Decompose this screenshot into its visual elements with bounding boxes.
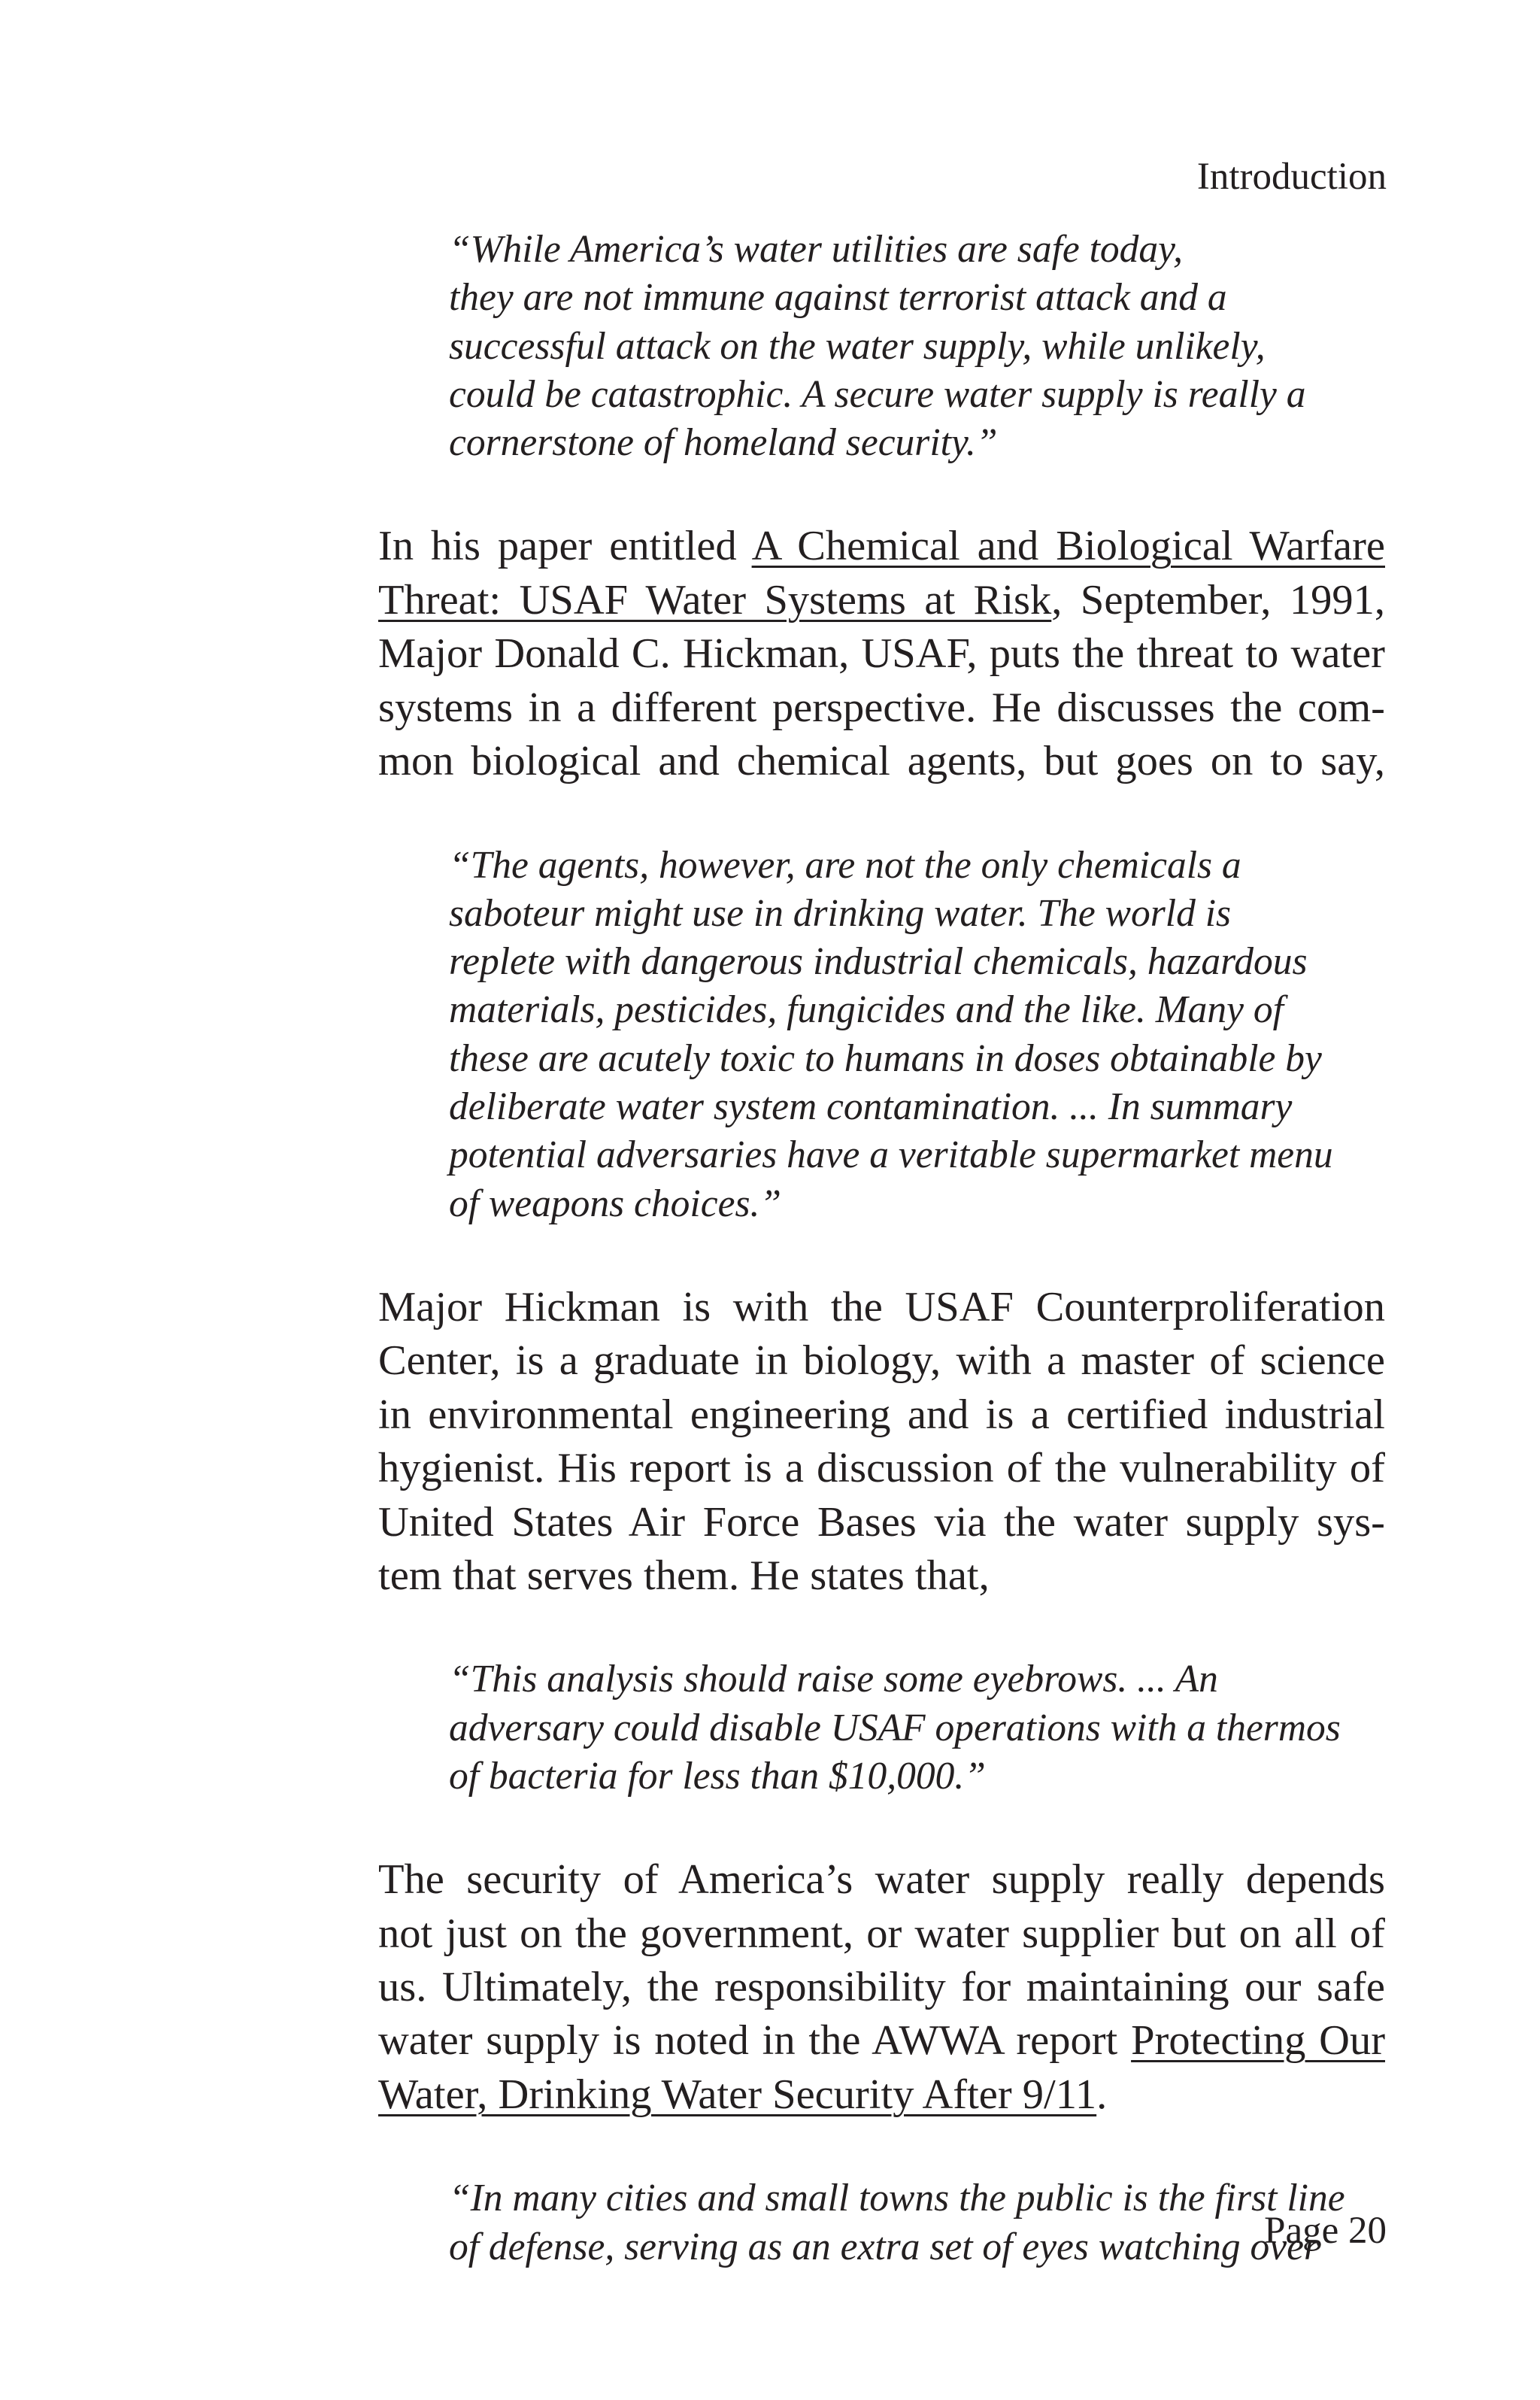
quote-line: “While America’s water utilities are safe today, xyxy=(449,228,1184,271)
paragraph-line: Center, is a graduate in biology, with a master of science xyxy=(378,1337,1385,1385)
text-column xyxy=(378,226,1385,2271)
quote-line: replete with dangerous industrial chemicals, hazardous xyxy=(449,940,1308,984)
underlined-title: Protecting Our xyxy=(1131,2017,1386,2065)
quote-line: saboteur might use in drinking water. The world is xyxy=(449,891,1232,935)
paragraph-line xyxy=(378,574,1385,627)
quote-line: “The agents, however, are not the only chemicals a xyxy=(449,843,1241,887)
paragraph-line: Major Donald C. Hickman, USAF, puts the threat to water xyxy=(378,630,1385,678)
paragraph-2 xyxy=(378,1281,1385,1603)
paragraph-1 xyxy=(378,520,1385,788)
paragraph-line xyxy=(378,2014,1385,2068)
quote-line: potential adversaries have a veritable supermarket menu xyxy=(449,1133,1333,1177)
quote-line: of bacteria for less than $10,000.” xyxy=(449,1754,986,1798)
text-run: . xyxy=(1096,2071,1108,2118)
paragraph-line: not just on the government, or water supplier but on all of xyxy=(378,1910,1385,1957)
quote-line: of weapons choices.” xyxy=(449,1182,781,1225)
paragraph-line xyxy=(378,2068,1385,2122)
quote-line: of defense, serving as an extra set of eyes watching over xyxy=(449,2225,1320,2268)
block-quote-3 xyxy=(449,1655,1359,1801)
paragraph-line xyxy=(378,520,1385,573)
paragraph-line: United States Air Force Bases via the water supply sys- xyxy=(378,1498,1385,1546)
paragraph-3 xyxy=(378,1853,1385,2122)
block-quote-2 xyxy=(449,842,1359,1228)
underlined-title: A Chemical and Biological Warfare xyxy=(751,523,1385,570)
paragraph-line: The security of America’s water supply really depends xyxy=(378,1856,1385,1904)
quote-line: cornerstone of homeland security.” xyxy=(449,421,998,465)
underlined-title: Water, Drinking Water Security After 9/11 xyxy=(378,2071,1097,2118)
text-run: , September, 1991, xyxy=(1051,576,1385,624)
block-quote-1 xyxy=(449,226,1359,467)
paragraph-line: tem that serves them. He states that, xyxy=(378,1552,990,1599)
quote-line: could be catastrophic. A secure water supply is really a xyxy=(449,372,1306,416)
quote-line: successful attack on the water supply, while unlikely, xyxy=(449,324,1266,368)
quote-line: these are acutely toxic to humans in doses obtainable by xyxy=(449,1036,1322,1080)
paragraph-line: Major Hickman is with the USAF Counterproliferation xyxy=(378,1283,1385,1330)
paragraph-line: mon biological and chemical agents, but goes on to say, xyxy=(378,738,1385,785)
block-quote-4 xyxy=(449,2174,1359,2271)
text-run: In his paper entitled xyxy=(378,523,752,570)
quote-line: “This analysis should raise some eyebrows. ... An xyxy=(449,1658,1218,1701)
paragraph-line: in environmental engineering and is a certified industrial xyxy=(378,1391,1385,1438)
quote-line: deliberate water system contamination. ... In summary xyxy=(449,1085,1293,1128)
page-number: Page 20 xyxy=(1264,2210,1387,2252)
quote-line: “In many cities and small towns the public is the first line xyxy=(449,2177,1345,2220)
underlined-title: Threat: USAF Water Systems at Risk xyxy=(378,576,1052,624)
paragraph-line: hygienist. His report is a discussion of the vulnerability of xyxy=(378,1445,1385,1492)
text-run: water supply is noted in the AWWA report xyxy=(378,2017,1132,2065)
quote-line: they are not immune against terrorist attack and a xyxy=(449,276,1227,320)
paragraph-line: systems in a different perspective. He discusses the com- xyxy=(378,684,1385,731)
quote-line: materials, pesticides, fungicides and the like. Many of xyxy=(449,988,1284,1032)
paragraph-line: us. Ultimately, the responsibility for maintaining our safe xyxy=(378,1964,1385,2011)
running-header: Introduction xyxy=(1196,156,1387,198)
quote-line: adversary could disable USAF operations with a thermos xyxy=(449,1706,1341,1749)
